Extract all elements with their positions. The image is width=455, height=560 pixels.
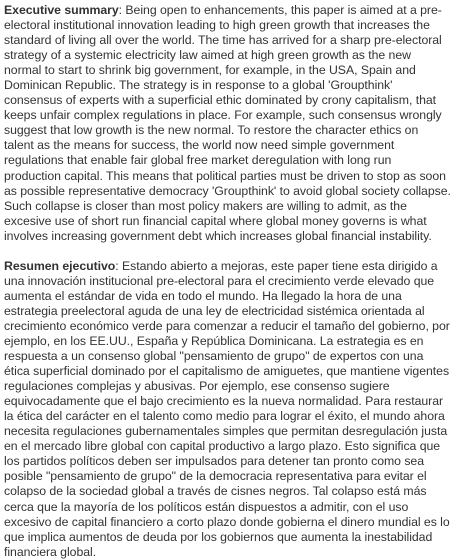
executive-summary-heading: Executive summary: [4, 3, 119, 17]
executive-summary-text: : Being open to enhancements, this paper is aimed at a pre-electoral institutional innovation leading to high green growth that increases the standard of living all over the world. The time has arrived for a sharp pre-electoral strategy of a systemic electricity law aimed at high green growth as the new normal to start to shrink big government, for example, in the USA, Spain and Dominican Republic. The strategy is in response to a global 'Groupthink' consensus of experts with a superficial ethic dominated by crony capitalism, that keeps unfair complex regulations in place. For example, such consensus wrongly suggest that low growth is the new normal. To restore the character ethics on talent as the means for success, the world now need simple government regulations that enable fair global free market deregulation with long run production capital. This means that political parties must be driven to stop as soon as possible representative democracy 'Groupthink' to avoid global society collapse. Such collapse is closer than most policy makers are willing to admit, as the excesive use of short run financial capital where global money governs is what involves increasing government debt which increases global financial instability.: [4, 3, 451, 243]
resumen-ejecutivo-paragraph: [4, 259, 451, 560]
resumen-ejecutivo-heading: Resumen ejecutivo: [4, 258, 116, 273]
resumen-ejecutivo-text: : Estando abierto a mejoras, este paper tiene esta dirigido a una innovación institucional pre-electoral para el crecimiento verde elevado que aumenta el estándar de vida en todo el mundo. Ha llegado la hora de una estrategia preelectoral aguda de una ley de electricidad sistémica orientada al crecimiento económico verde para comenzar a reducir el tamaño del gobierno, por ejemplo, en los EE.UU., España y República Dominicana. La estrategia es en respuesta a un consenso global "pensamiento de grupo" de expertos con una ética superficial dominado por el capitalismo de amiguetes, que mantiene vigentes regulaciones complejas y abusivas. Por ejemplo, ese consenso sugiere equivocadamente que el bajo crecimiento es la nueva normalidad. Para restaurar la ética del carácter en el talento como medio para lograr el éxito, el mundo ahora necesita regulaciones gubernamentales simples que permitan desregulación justa en el mercado libre global con capital productivo a largo plazo. Esto significa que los partidos políticos deben ser impulsados para detener tan pronto como sea posible "pensamiento de grupo" de la democracia representativa para evitar el colapso de la sociedad global a través de cisnes negros. Tal colapso está más cerca que la mayoría de los políticos están dispuestos a admitir, con el uso excesivo de capital financiero a corto plazo donde gobierna el dinero mundial es lo que implica aumentos de deuda por los gobiernos que aumenta la inestabilidad financiera global.: [4, 258, 450, 559]
document-body: [4, 3, 451, 560]
executive-summary-paragraph: [4, 3, 451, 244]
